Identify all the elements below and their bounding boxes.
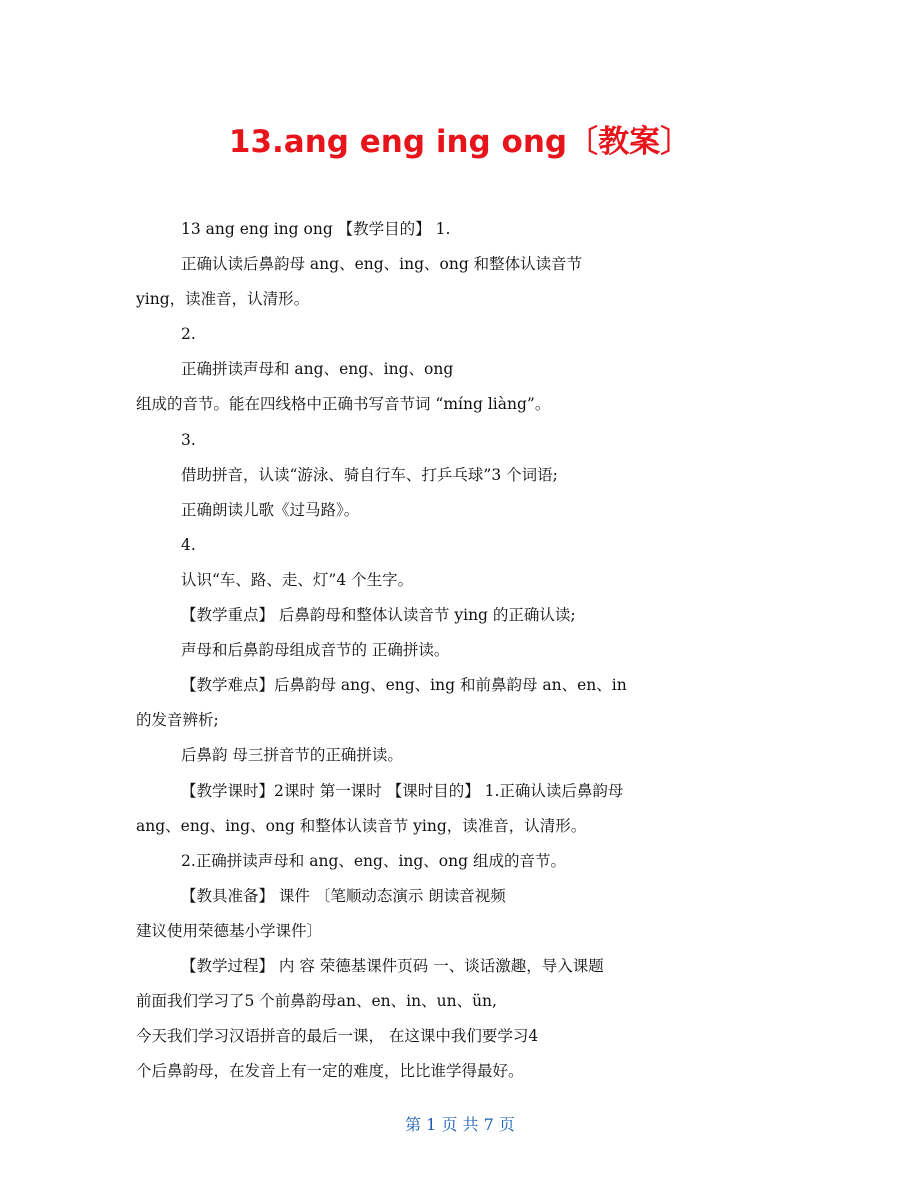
text-line: 建议使用荣德基小学课件〕 <box>136 921 323 940</box>
text-line: 【教学课时】2课时 第一课时 【课时目的】 1.正确认读后鼻韵母 <box>181 781 624 800</box>
text-line: 借助拼音，认读“游泳、骑自行车、打乒乓球”3 个词语; <box>181 465 558 484</box>
text-line: ang、eng、ing、ong 和整体认读音节 ying，读准音，认清形。 <box>136 816 587 835</box>
text-line: 组成的音节。能在四线格中正确书写音节词 “míng liàng”。 <box>136 395 551 414</box>
text-line: 【教具准备】 课件 〔笔顺动态演示 朗读音视频 <box>181 886 506 905</box>
text-line: 13 ang eng ing ong 【教学目的】 1. <box>181 220 451 238</box>
document-body <box>136 214 746 1091</box>
text-line: 【教学过程】 内 容 荣德基课件页码 一、谈话激趣，导入课题 <box>181 956 604 975</box>
text-line: 4. <box>181 535 196 554</box>
text-line: 的发音辨析; <box>136 711 219 730</box>
text-line: 【教学重点】 后鼻韵母和整体认读音节 ying 的正确认读; <box>181 606 576 625</box>
text-line: 正确认读后鼻韵母 ang、eng、ing、ong 和整体认读音节 <box>181 255 583 274</box>
text-line: 认识“车、路、走、灯”4 个生字。 <box>181 570 414 589</box>
page-number: 第 1 页 共 7 页 <box>405 1115 515 1134</box>
text-line: 正确拼读声母和 ang、eng、ing、ong <box>181 360 454 379</box>
text-line: ying，读准音，认清形。 <box>136 290 310 309</box>
text-line: 2. <box>181 325 196 344</box>
text-line: 今天我们学习汉语拼音的最后一课， 在这课中我们要学习4 <box>136 1027 539 1046</box>
text-line: 前面我们学习了5 个前鼻韵母an、en、in、un、ün, <box>136 992 497 1011</box>
text-line: 3. <box>181 430 196 449</box>
text-line: 个后鼻韵母，在发音上有一定的难度，比比谁学得最好。 <box>136 1062 524 1081</box>
text-line: 后鼻韵 母三拼音节的正确拼读。 <box>181 746 403 765</box>
text-line: 【教学难点】后鼻韵母 ang、eng、ing 和前鼻韵母 an、en、in <box>181 676 627 695</box>
document-title: 13.ang eng ing ong〔教案〕 <box>228 124 692 160</box>
text-line: 2.正确拼读声母和 ang、eng、ing、ong 组成的音节。 <box>181 851 566 870</box>
text-line: 正确朗读儿歌《过马路》。 <box>181 500 360 519</box>
text-line: 声母和后鼻韵母组成音节的 正确拼读。 <box>181 641 450 660</box>
